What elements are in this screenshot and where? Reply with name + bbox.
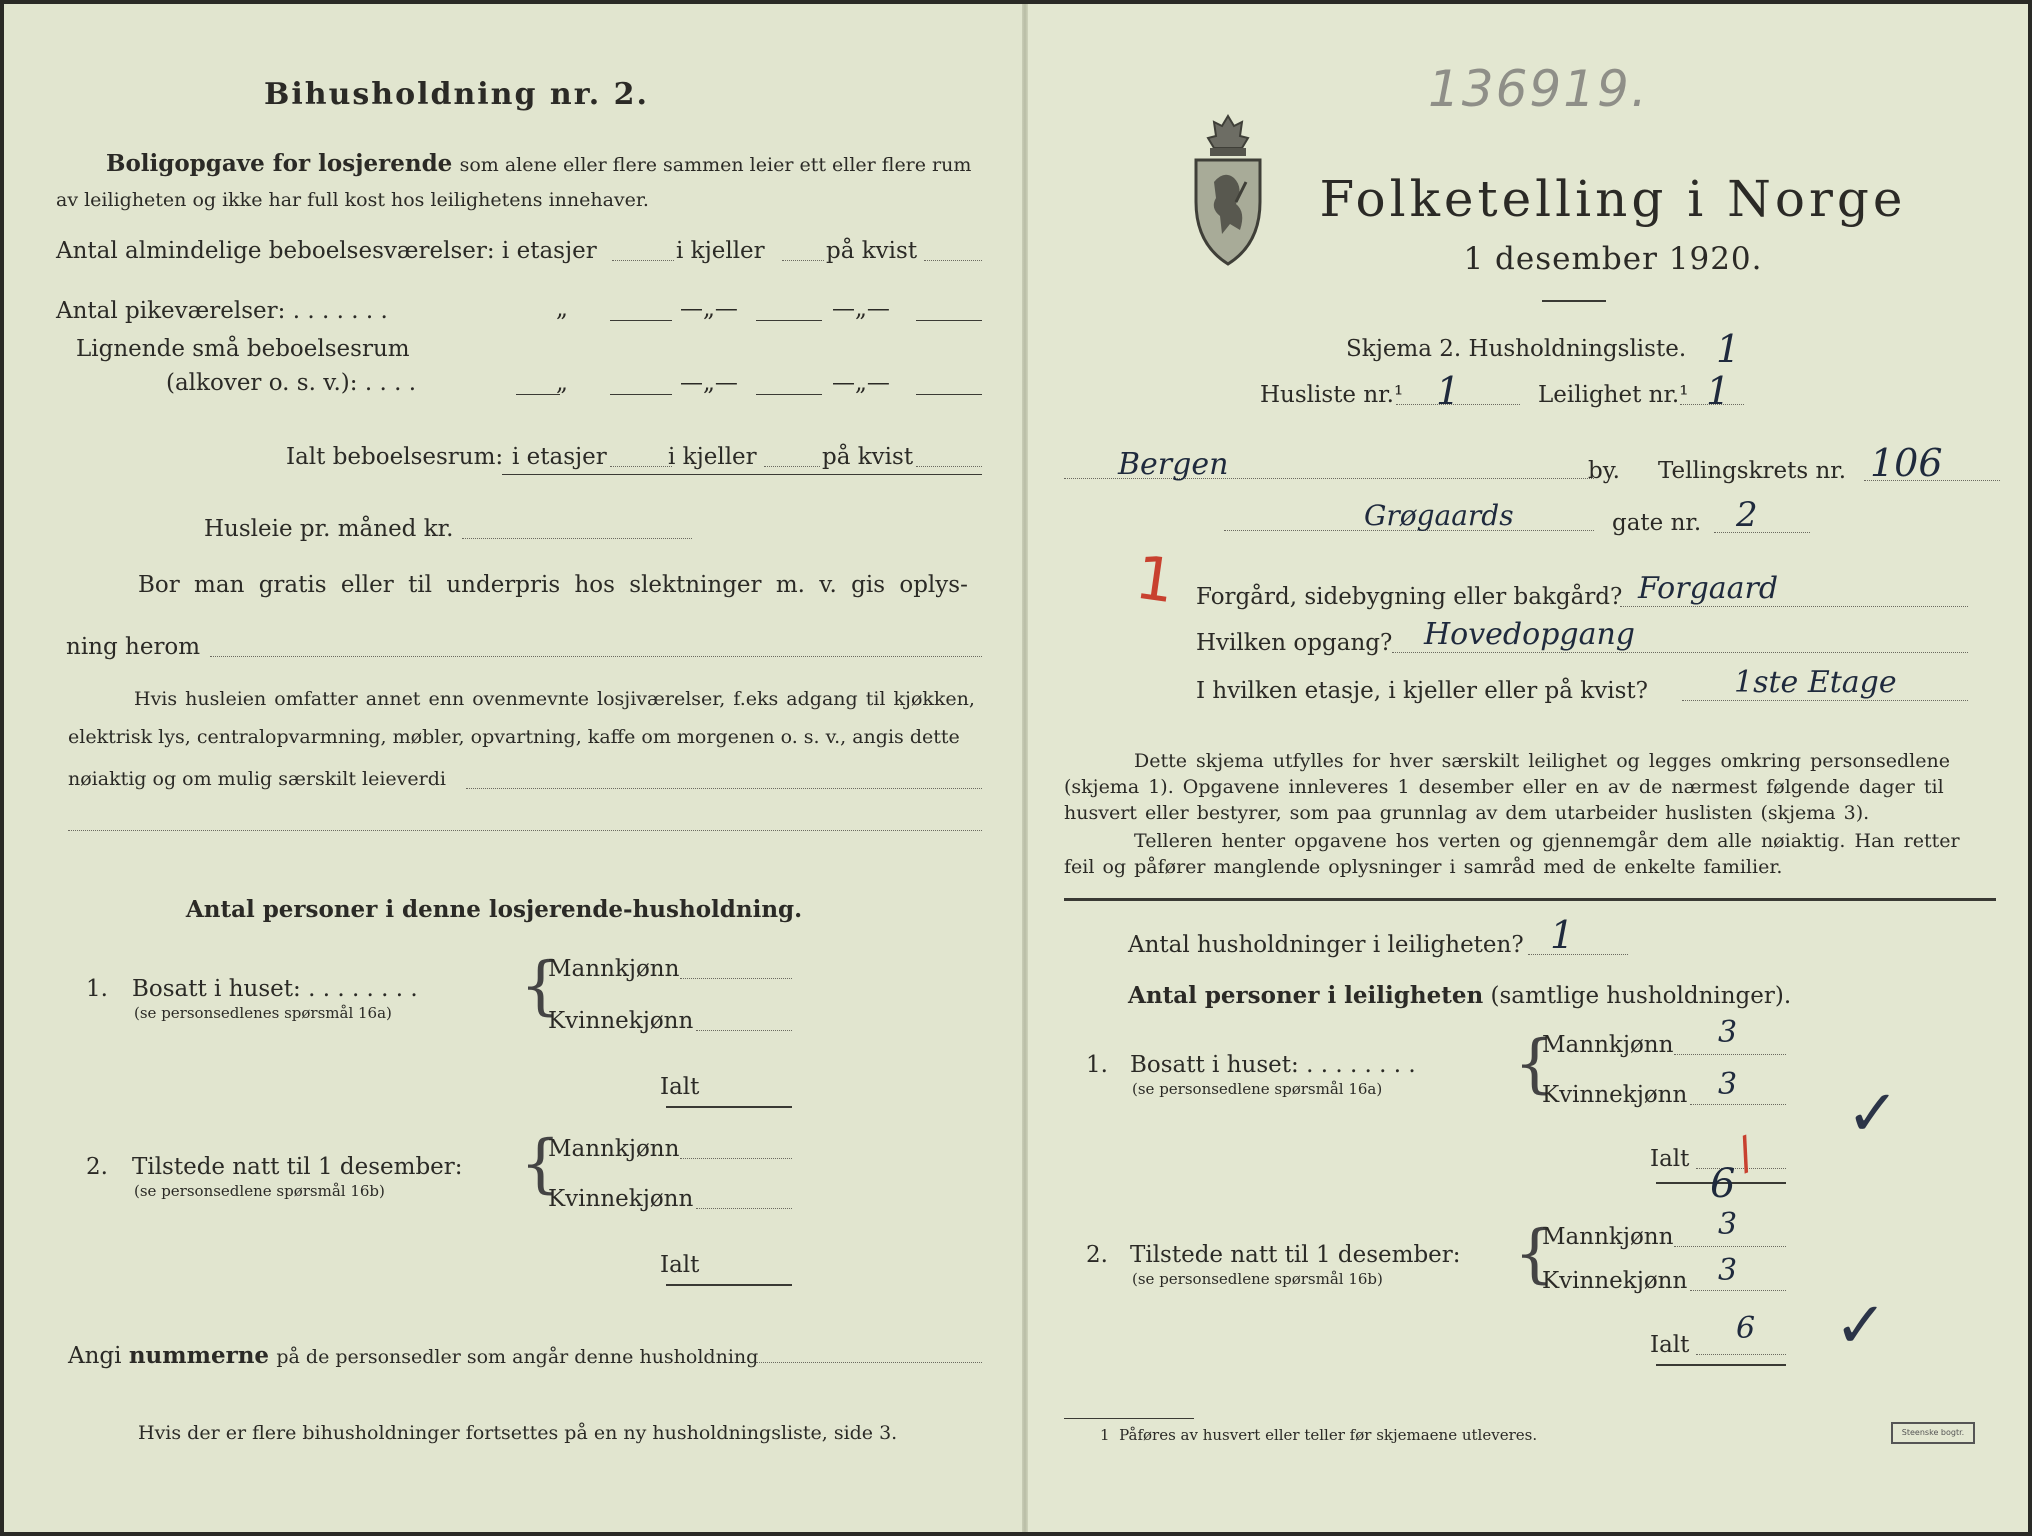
pike-ditto-3: —„— [832, 296, 890, 322]
lignende-ditto-1: „ [556, 370, 568, 396]
hush-label: Antal husholdninger i leiligheten? [1128, 932, 1524, 958]
tellingskrets-value[interactable]: 106 [1870, 441, 1943, 485]
pike-label: Antal pikeværelser: . . . . . . . [56, 298, 388, 324]
left-q1-label: Bosatt i huset: . . . . . . . . [132, 976, 418, 1002]
left-page [4, 4, 1022, 1532]
left-q1-ialt-label: Ialt [660, 1074, 700, 1100]
right-q2-ialt-rule [1656, 1364, 1786, 1366]
left-q2-num: 2. [86, 1154, 108, 1180]
para-line-1: Dette skjema utfylles for hver særskilt leilighet og legges omkring personsedlene [1134, 750, 1950, 772]
gate-value[interactable]: 2 [1736, 495, 1758, 535]
right-q2-num: 2. [1086, 1242, 1108, 1268]
lignende-line-1[interactable] [610, 394, 672, 395]
left-antal-heading: Antal personer i denne losjerende-husholdning. [185, 896, 803, 923]
para-line-5: feil og påfører manglende oplysninger i samråd med de enkelte familier. [1064, 856, 1783, 878]
left-title: Bihusholdning nr. 2. [264, 77, 649, 112]
right-q2-ialt-value[interactable]: 6 [1736, 1311, 1756, 1346]
pike-line-3[interactable] [916, 320, 982, 321]
opgang-label: Hvilken opgang? [1196, 630, 1393, 656]
left-q2-mann-line[interactable] [680, 1158, 792, 1159]
title-rule [1542, 300, 1606, 302]
opgang-line[interactable] [1392, 652, 1968, 653]
right-q2-kvinne-value[interactable]: 3 [1718, 1253, 1738, 1288]
right-page [1028, 4, 2028, 1532]
para-line-3: husvert eller bestyrer, som paa grunnlag av dem utarbeider huslisten (skjema 3). [1064, 802, 1870, 824]
left-q1-kvinne-line[interactable] [696, 1030, 792, 1031]
lignende-ditto-2: —„— [680, 370, 738, 396]
red-check-slash: / [1729, 1127, 1761, 1181]
left-q1-brace: { [520, 949, 561, 1023]
right-q1-label: Bosatt i huset: . . . . . . . . [1130, 1052, 1416, 1078]
right-antal-heading: Antal personer i leiligheten (samtlige husholdninger). [1128, 982, 1792, 1009]
lignende-line-0[interactable] [516, 394, 560, 395]
hvis-line-2: elektrisk lys, centralopvarmning, møbler, opvartning, kaffe om morgenen o. s. v., angis dette [68, 726, 960, 748]
hvis-line-3: nøiaktig og om mulig særskilt leieverdi [68, 768, 446, 790]
right-q1-kvinne-line[interactable] [1690, 1104, 1786, 1105]
leilighet-value[interactable]: 1 [1706, 369, 1731, 413]
right-q1-ialt-label: Ialt [1650, 1146, 1690, 1172]
right-q2-label: Tilstede natt til 1 desember: [1130, 1242, 1461, 1268]
right-q1-ialt-value[interactable]: 6 [1710, 1161, 1736, 1207]
right-q1-kvinne-value[interactable]: 3 [1718, 1067, 1738, 1102]
forgard-value[interactable]: Forgaard [1638, 571, 1779, 606]
lignende-ditto-3: —„— [832, 370, 890, 396]
hvis-line-3-fill[interactable] [466, 788, 982, 789]
right-q1-kvinne-label: Kvinnekjønn [1542, 1082, 1688, 1108]
ialt-kvist-line[interactable] [916, 466, 982, 467]
right-q2-mann-label: Mannkjønn [1542, 1224, 1674, 1250]
right-q2-ialt-line[interactable] [1696, 1354, 1786, 1355]
gate-line[interactable] [1714, 532, 1810, 533]
para-line-2: (skjema 1). Opgavene innleveres 1 desember eller en av de nærmest følgende dager til [1064, 776, 1944, 798]
ialt-kjeller-label: i kjeller [668, 444, 757, 470]
right-q2-brace: { [1514, 1217, 1555, 1291]
left-q2-kvinne-label: Kvinnekjønn [548, 1186, 694, 1212]
footnote-rule [1064, 1418, 1194, 1419]
right-q1-num: 1. [1086, 1052, 1108, 1078]
ialt-kvist-label: på kvist [822, 444, 914, 470]
hush-line[interactable] [1528, 954, 1628, 955]
street-value[interactable]: Grøgaards [1364, 499, 1514, 532]
left-q2-brace: { [520, 1127, 561, 1201]
angi-text: Angi nummerne på de personsedler som angår denne husholdning [68, 1342, 759, 1369]
left-q1-ialt-line[interactable] [666, 1106, 792, 1108]
forgard-line[interactable] [1620, 606, 1968, 607]
left-q2-ialt-label: Ialt [660, 1252, 700, 1278]
left-q2-mann-label: Mannkjønn [548, 1136, 680, 1162]
ning-herom-line[interactable] [210, 656, 982, 657]
right-date: 1 desember 1920. [1463, 241, 1763, 277]
rooms-kjeller-label: i kjeller [676, 238, 765, 264]
bor-man-text: Bor man gratis eller til underpris hos slektninger m. v. gis oplys- [138, 572, 968, 598]
right-q1-brace: { [1514, 1027, 1555, 1101]
right-title: Folketelling i Norge [1319, 170, 1907, 228]
right-q1-mann-value[interactable]: 3 [1718, 1015, 1738, 1050]
skjema-handwritten-1: 1 [1716, 327, 1741, 371]
intro-line-2: av leiligheten og ikke har full kost hos leilighetens innehaver. [56, 189, 649, 211]
red-pencil-mark: 1 [1131, 542, 1179, 618]
para-rule [1064, 898, 1996, 901]
left-q2-label: Tilstede natt til 1 desember: [132, 1154, 463, 1180]
husliste-label: Husliste nr.¹ [1260, 382, 1404, 408]
left-q1-sub: (se personsedlenes spørsmål 16a) [134, 1004, 392, 1022]
right-q1-mann-label: Mannkjønn [1542, 1032, 1674, 1058]
left-q1-num: 1. [86, 976, 108, 1002]
lignende-label-2: (alkover o. s. v.): . . . . [166, 370, 417, 396]
left-q1-mann-label: Mannkjønn [548, 956, 680, 982]
rooms-label: Antal almindelige beboelsesværelser: i etasjer [56, 238, 597, 264]
ialt-etasjer-label: i etasjer [512, 444, 607, 470]
intro-line-1: Boligopgave for losjerende som alene eller flere sammen leier ett eller flere rum [106, 150, 972, 177]
forgard-label: Forgård, sidebygning eller bakgård? [1196, 584, 1623, 610]
by-label: by. [1588, 458, 1620, 484]
pike-line-2[interactable] [756, 320, 822, 321]
rooms-kjeller-line[interactable] [782, 260, 824, 261]
gate-label: gate nr. [1612, 510, 1702, 536]
lignende-line-2[interactable] [756, 394, 822, 395]
tellingskrets-label: Tellingskrets nr. [1658, 458, 1847, 484]
husliste-value[interactable]: 1 [1436, 369, 1461, 413]
right-q2-mann-value[interactable]: 3 [1718, 1207, 1738, 1242]
check-mark-2-icon: ✓ [1834, 1289, 1888, 1363]
skjema-label: Skjema 2. Husholdningsliste. [1346, 336, 1687, 362]
husleie-line[interactable] [462, 538, 692, 539]
rooms-kvist-line[interactable] [924, 260, 982, 261]
rooms-etasjer-line[interactable] [612, 260, 674, 261]
lignende-label-1: Lignende små beboelsesrum [76, 336, 410, 362]
pencil-archive-number: 136919. [1428, 60, 1649, 118]
husleie-label: Husleie pr. måned kr. [204, 516, 454, 542]
ialt-rooms-label: Ialt beboelsesrum: [286, 444, 504, 470]
left-footer: Hvis der er flere bihusholdninger fortsettes på en ny husholdningsliste, side 3. [138, 1422, 898, 1444]
city-value[interactable]: Bergen [1118, 447, 1229, 482]
hush-value[interactable]: 1 [1550, 913, 1575, 957]
etasje-value[interactable]: 1ste Etage [1734, 665, 1897, 700]
lignende-line-3[interactable] [916, 394, 982, 395]
left-q2-kvinne-line[interactable] [696, 1208, 792, 1209]
footnote: 1 Påføres av husvert eller teller før skjemaene utleveres. [1100, 1426, 1538, 1444]
right-q2-kvinne-line[interactable] [1690, 1290, 1786, 1291]
etasje-line[interactable] [1682, 700, 1968, 701]
left-q2-ialt-line[interactable] [666, 1284, 792, 1286]
ning-herom-label: ning herom [66, 634, 201, 660]
coat-of-arms-icon [1190, 112, 1266, 272]
pike-line-1[interactable] [610, 320, 672, 321]
right-q2-kvinne-label: Kvinnekjønn [1542, 1268, 1688, 1294]
hvis-line-1: Hvis husleien omfatter annet enn ovenmevnte losjiværelser, f.eks adgang til kjøkken, [134, 688, 975, 710]
right-q2-ialt-label: Ialt [1650, 1332, 1690, 1358]
printer-stamp: Steenske bogtr. [1891, 1422, 1975, 1444]
check-mark-1-icon: ✓ [1846, 1077, 1900, 1151]
rooms-kvist-label: på kvist [826, 238, 918, 264]
angi-line[interactable] [756, 1362, 982, 1363]
left-q1-mann-line[interactable] [680, 978, 792, 979]
ialt-underline [502, 474, 982, 475]
leilighet-label: Leilighet nr.¹ [1538, 382, 1689, 408]
left-q1-kvinne-label: Kvinnekjønn [548, 1008, 694, 1034]
para-line-4: Telleren henter opgavene hos verten og gjennemgår dem alle nøiaktig. Han retter [1134, 830, 1960, 852]
etasje-label: I hvilken etasje, i kjeller eller på kvist? [1196, 678, 1648, 704]
right-q2-mann-line[interactable] [1674, 1246, 1786, 1247]
right-q1-sub: (se personsedlene spørsmål 16a) [1132, 1080, 1383, 1098]
ialt-etasjer-line[interactable] [610, 466, 672, 467]
opgang-value[interactable]: Hovedopgang [1424, 617, 1636, 652]
right-q2-sub: (se personsedlene spørsmål 16b) [1132, 1270, 1383, 1288]
left-q2-sub: (se personsedlene spørsmål 16b) [134, 1182, 385, 1200]
pike-ditto-1: „ [556, 296, 568, 322]
hvis-line-4-fill[interactable] [68, 830, 982, 831]
right-q1-mann-line[interactable] [1674, 1054, 1786, 1055]
ialt-kjeller-line[interactable] [764, 466, 820, 467]
census-sheet [4, 4, 2028, 1532]
pike-ditto-2: —„— [680, 296, 738, 322]
